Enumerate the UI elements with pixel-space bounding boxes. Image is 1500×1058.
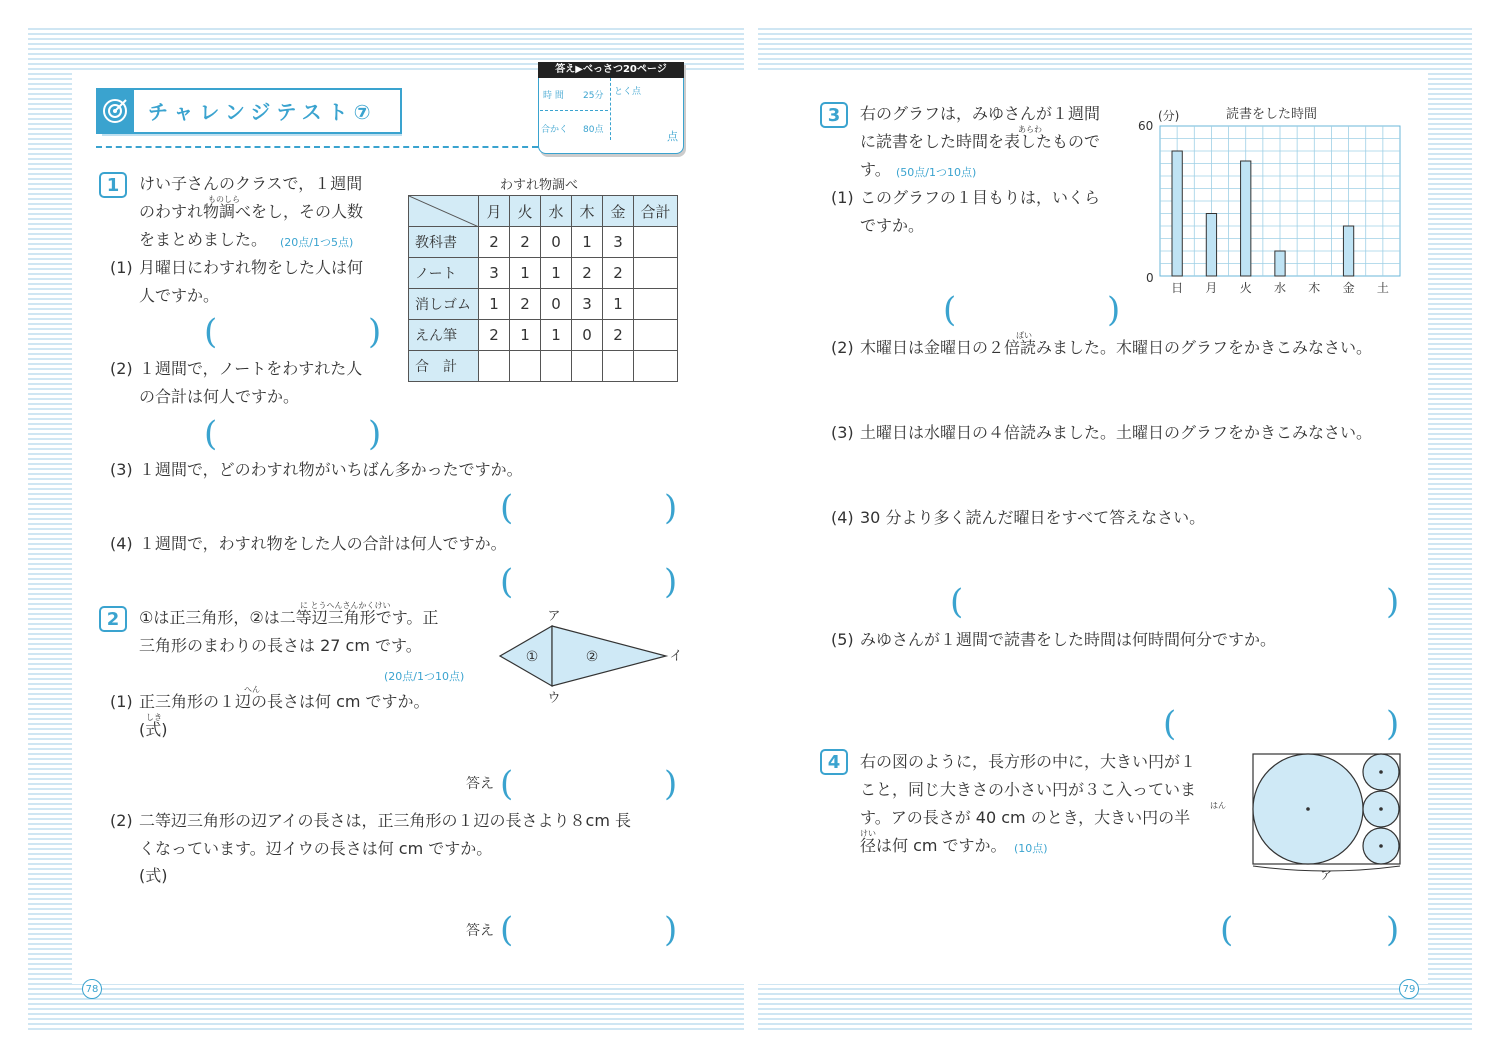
lost-items-table [408,195,678,382]
bar-1 [1206,214,1216,277]
time-label: 時 間 [543,91,564,101]
target-icon [96,88,134,134]
table-cell: 3 [479,258,510,289]
fig-label-one: ① [525,649,539,665]
q2-formula2: (式) [139,866,168,885]
q2-points: (20点/1つ10点) [384,670,465,683]
table-cell [634,320,678,351]
row-label: えん筆 [409,320,479,351]
q1-sub2-line1: １週間で，ノートをわすれた人 [139,359,363,378]
table-cell: 1 [541,258,572,289]
title-divider [96,146,538,148]
answer-paren-close: ) [1107,290,1121,330]
q3-intro-1: 右のグラフは，みゆさんが１週間 [860,104,1101,123]
x-label-0: 日 [1171,281,1184,295]
table-cell: 1 [603,289,634,320]
bar-3 [1275,251,1285,276]
q3-sub2-label: (2) [831,338,854,357]
q1-sub1-line2: 人ですか。 [139,286,220,305]
answer-paren-open: ( [204,312,218,352]
q4-intro-4: 径は何 cm ですか。 [860,836,1007,855]
q1-sub2-line2: の合計は何人ですか。 [139,387,300,406]
table-cell: 3 [603,227,634,258]
ruby-han: はん [1210,801,1226,810]
page-number-left: 78 [82,979,102,999]
table-cell [541,351,572,382]
ruby-kei: けい [860,829,876,838]
row-label: ノート [409,258,479,289]
q3-sub2-text: 木曜日は金曜日の２倍読みました。木曜日のグラフをかきこみなさい。 [860,338,1373,357]
q1-ruby: ものしら [208,195,240,204]
table-cell: 0 [541,289,572,320]
fig4-label: ア [1319,868,1333,882]
answer-paren-open: ( [500,764,514,804]
q1-sub3-text: １週間で，どのわすれ物がいちばん多かったですか。 [139,460,523,479]
table-cell [634,289,678,320]
x-label-2: 火 [1239,281,1252,295]
table-cell: 0 [572,320,603,351]
table-cell [634,351,678,382]
ruby-hen: へん [244,685,260,694]
answer-paren-open: ( [950,582,964,622]
col-head: 木 [572,196,603,227]
page-number-right: 79 [1399,979,1419,999]
y-tick-60: 60 [1138,119,1154,133]
table-cell [634,227,678,258]
table-cell: 2 [603,320,634,351]
table-cell [510,351,541,382]
answer-paren-open: ( [500,562,514,602]
table-cell: 1 [510,258,541,289]
q2-sub1-text: 正三角形の１辺の長さは何 cm ですか。 [139,692,430,711]
table-cell: 1 [572,227,603,258]
answer-paren-close: ) [664,910,678,950]
chart-xlabels [1171,280,1389,295]
q4-intro-3: す。アの長さが 40 cm のとき，大きい円の半 [860,808,1191,827]
q3-intro-2: に読書をした時間を表したもので [860,132,1101,151]
answer-paren-close: ) [368,414,382,454]
score-label: とく点 [614,87,642,97]
q3-sub5-label: (5) [831,630,854,649]
q3-intro-3: す。 [860,160,891,179]
q2-formula: (式) [139,720,168,739]
q2-ruby: に とうへんさんかくけい [300,601,391,610]
chart-ylabel: (分) [1158,109,1180,123]
x-label-4: 木 [1308,281,1321,295]
answer-paren-open: ( [500,488,514,528]
col-head: 月 [479,196,510,227]
table-cell [572,351,603,382]
q1-intro-3: をまとめました。 [139,230,268,249]
table-cell: 2 [479,320,510,351]
x-label-3: 水 [1273,281,1287,295]
q4-points: (10点) [1014,842,1048,855]
q4-intro-1: 右の図のように，長方形の中に，大きい円が１ [860,752,1197,771]
bar-5 [1343,226,1353,276]
q1-sub1-label: (1) [110,258,133,277]
score-sep-h [540,110,608,111]
table-cell [603,351,634,382]
q3-sub4-text: 30 分より多く読んだ曜日をすべて答えなさい。 [860,508,1206,527]
table-cell [479,351,510,382]
bar-0 [1172,151,1182,276]
q1-points: (20点/1つ5点) [280,236,354,249]
q1-number: 1 [99,172,127,198]
col-head: 火 [510,196,541,227]
col-head: 水 [541,196,572,227]
triangle-figure [490,604,690,704]
col-head: 合計 [634,196,678,227]
ruby-bai: ばい [1016,331,1032,340]
answer-paren-close: ) [1386,910,1400,950]
score-sep [610,78,611,140]
table-cell: 2 [603,258,634,289]
q2-intro-1: ①は正三角形，②は二等辺三角形です。正 [139,608,439,627]
pass-label: 合かく [541,125,569,135]
q3-number: 3 [820,102,848,128]
fig-label-two: ② [585,649,599,665]
q2-sub2-line2: くなっています。辺イウの長さは何 cm ですか。 [139,839,493,858]
x-label-1: 月 [1205,281,1218,295]
q1-intro-2: のわすれ物調べをし，その人数 [139,202,364,221]
answer-paren-open: ( [204,414,218,454]
answer-ref: 答え▶べっさつ20ページ [538,62,684,78]
answer-paren-close: ) [664,488,678,528]
q4-number: 4 [820,749,848,775]
answer-paren-close: ) [368,312,382,352]
q2-answer-label: 答え [466,776,494,792]
q1-sub1-line1: 月曜日にわすれ物をした人は何 [139,258,364,277]
q3-sub3-text: 土曜日は水曜日の４倍読みました。土曜日のグラフをかきこみなさい。 [860,423,1373,442]
answer-paren-close: ) [664,764,678,804]
table-title: わすれ物調べ [500,178,579,193]
table-cell: 2 [479,227,510,258]
table-cell: 1 [479,289,510,320]
q2-answer-label2: 答え [466,923,494,939]
chart-title: 読書をした時間 [1226,107,1318,122]
q3-sub1-line2: ですか。 [860,216,925,235]
answer-paren-close: ) [1386,582,1400,622]
q2-intro-2: 三角形のまわりの長さは 27 cm です。 [139,636,422,655]
q1-intro-1: けい子さんのクラスで，１週間 [139,174,363,193]
score-unit: 点 [667,130,678,143]
q1-sub4-label: (4) [110,534,133,553]
fig-label-i: イ [669,649,683,664]
q1-sub3-label: (3) [110,460,133,479]
answer-paren-open: ( [500,910,514,950]
row-label: 消しゴム [409,289,479,320]
bar-2 [1241,161,1251,276]
y-tick-0: 0 [1146,271,1154,285]
x-label-5: 金 [1342,281,1355,295]
ruby-arawa: あらわ [1018,125,1042,134]
answer-paren-close: ) [664,562,678,602]
q3-sub3-label: (3) [831,423,854,442]
q1-sub4-text: １週間で，わすれ物をした人の合計は何人ですか。 [139,534,507,553]
circles-figure [1250,752,1404,882]
table-cell: 2 [510,227,541,258]
reading-chart [1130,100,1420,300]
q3-sub1-line1: このグラフの１目もりは，いくら [860,188,1101,207]
q2-sub2-line1: 二等辺三角形の辺アイの長さは，正三角形の１辺の長さより８cm 長 [139,811,632,830]
fig-label-u: ウ [547,691,561,704]
table-cell: 3 [572,289,603,320]
q3-points: (50点/1つ10点) [896,166,977,179]
table-cell: 0 [541,227,572,258]
fig-label-a: ア [547,609,561,624]
q3-sub4-label: (4) [831,508,854,527]
table-cell: 1 [510,320,541,351]
q3-sub1-label: (1) [831,188,854,207]
table-corner [409,196,479,227]
table-cell: 1 [541,320,572,351]
pass-value: 80点 [583,125,604,135]
row-label: 教科書 [409,227,479,258]
x-label-6: 土 [1376,281,1389,295]
q2-sub1-label: (1) [110,692,133,711]
row-label: 合 計 [409,351,479,382]
col-head: 金 [603,196,634,227]
table-cell: 2 [510,289,541,320]
q4-intro-2: こと，同じ大きさの小さい円が３こ入っていま [860,780,1197,799]
table-cell: 2 [572,258,603,289]
answer-paren-close: ) [1386,704,1400,744]
table-cell [634,258,678,289]
q2-number: 2 [99,606,127,632]
q2-sub2-label: (2) [110,811,133,830]
time-value: 25分 [583,91,604,101]
answer-paren-open: ( [1220,910,1234,950]
q3-sub5-text: みゆさんが１週間で読書をした時間は何時間何分ですか。 [860,630,1277,649]
q1-sub2-label: (2) [110,359,133,378]
answer-paren-open: ( [1163,704,1177,744]
answer-paren-open: ( [943,290,957,330]
page-title: チャレンジテスト⑦ [148,100,377,124]
ruby-shiki: しき [146,713,162,722]
